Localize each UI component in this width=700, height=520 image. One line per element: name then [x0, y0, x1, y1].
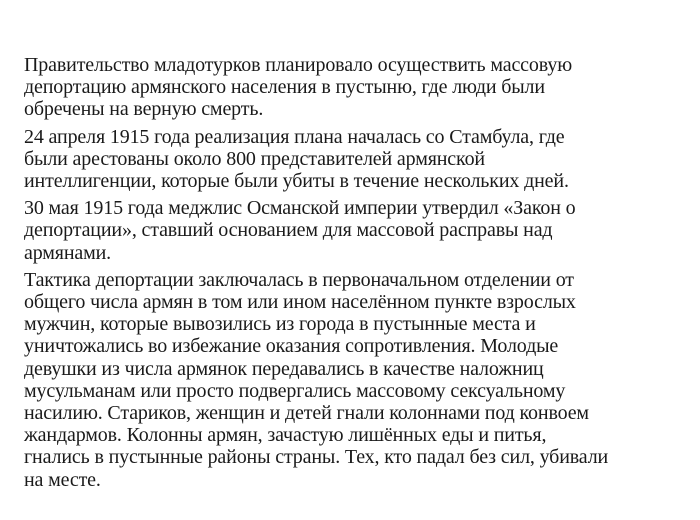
- paragraph-1: Правительство младотурков планировало осуществить массовую депортацию армянского населения в пустыню, где люди были обречены на верную смерть.: [24, 54, 572, 121]
- paragraph-3: 30 мая 1915 года меджлис Османской империи утвердил «Закон о депортации», ставший основанием для массовой расправы над армянами.: [24, 197, 576, 264]
- document-body: [24, 54, 676, 493]
- paragraph-2: 24 апреля 1915 года реализация плана началась со Стамбула, где были арестованы около 800 представителей армянской интеллигенции, которые были убиты в течение нескольких дней.: [24, 125, 569, 193]
- paragraph-4: Тактика депортации заключалась в первоначальном отделении от общего числа армян в том или ином населённом пункте взрослых мужчин, которые вывозились из города в пустынные места и уничтожались во избежание оказания сопротивления. Молодые девушки из числа армянок передавались в качестве наложниц мусульманам или просто подвергались массовому сексуальному насилию. Стариков, женщин и детей гнали колоннами под конвоем жандармов. Колонны армян, зачастую лишённых еды и питья, гнались в пустынные районы страны. Тех, кто падал без сил, убивали на месте.: [24, 268, 609, 491]
